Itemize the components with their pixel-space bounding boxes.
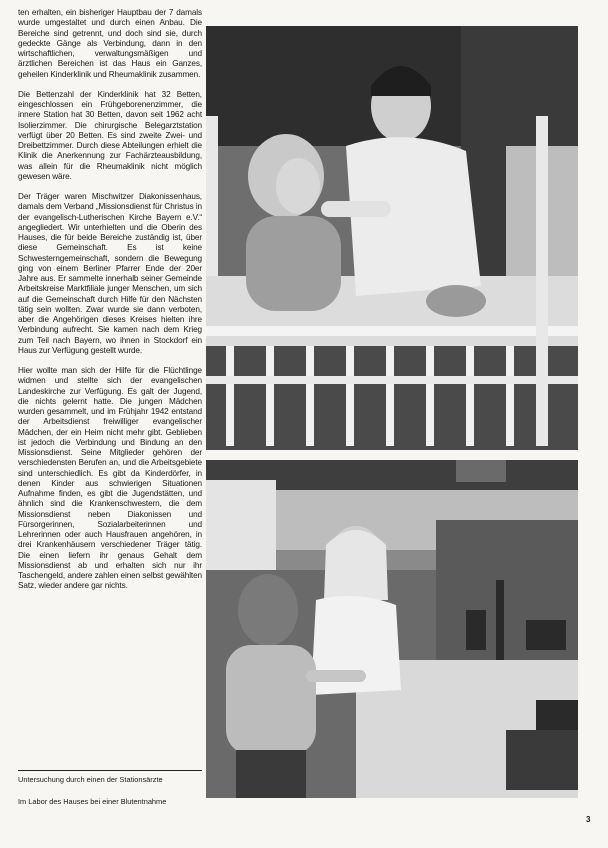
photo-lab-blood-sample-image [206, 460, 578, 798]
article-paragraph: ten erhalten, ein bisheriger Hauptbau der 7 damals wurde umgestaltet und durch einen Anbau. Die Bereiche sind getrennt, und doch sind sie, durch gedeckte Gänge als Verbindung, dann in den wirtschaftlichen, verwaltungsmäßigen und ärztlichen Bereichen ist das Haus ein Ganzes, geheilen Kinderklinik und Rheumaklinik zusammen. [18, 8, 202, 79]
caption-top-photo: Untersuchung durch einen der Stationsärzte [18, 775, 163, 784]
photo-doctor-examination [206, 26, 578, 450]
article-text-column [18, 8, 202, 602]
article-paragraph: Der Träger waren Mischwitzer Diakonissenhaus, damals dem Verband „Missionsdienst für Christus in der evangelisch-Lutherischen Kirche Bayern e.V.“ angegliedert. Wir unterhielten und die Oberin des Hauses, die für beide Bereiche zuständig ist, über diese Gemeinschaft. Es ist keine Schwesterngemeinschaft, sondern die Bewegung ging von einem Berliner Pfarrer Ende der 20er Jahre aus. Er sammelte innerhalb seiner Gemeinde Arbeitskreise Marktfiliale junger Menschen, um sich auf die Gemeinschaft durch Hilfe für den Nächsten tätig sein wollten. Zwar wurde sie dann verboten, aber die Angehörigen dieses Kreises hielten ihre Verbindung aufrecht. Sie kamen nach dem Krieg zum Teil nach Bayern, wo ihnen in Stockdorf ein Haus zur Verfügung gestellt wurde. [18, 192, 202, 355]
photo-lab-blood-sample [206, 460, 578, 798]
caption-bottom-photo: Im Labor des Hauses bei einer Blutentnahme [18, 797, 167, 806]
article-paragraph: Hier wollte man sich der Hilfe für die Flüchtlinge widmen und stellte sich der evangelischen Landeskirche zur Verfügung. Es galt der Jugend, die nichts gelernt hatte. Die jungen Mädchen wurden gesammelt, und im Frühjahr 1942 entstand der Arbeitsdienst freiwilliger evangelischer Mädchen, der ein Heim nicht mehr gibt. Geblieben ist jedoch die Verbindung und Bindung an den Missionsdienst. Seine Mitglieder gehören der verschiedensten Berufen an, und die Arbeitsgebiete sind unterschiedlich. Es gibt da Kinderdörfer, in denen Kinder aus schwierigen Situationen Aufnahme finden, es gibt die Jugendstätten, und ähnlich sind die Krankenschwestern, die dem Missionsdienst neben Diakonissen und Fürsorgerinnen, Sozialarbeiterinnen und Lehrerinnen oder auch Hausfrauen angehören, in drei Krankenhäusern verschiedener Träger tätig. Die einen liefern ihr genaus Gehalt dem Missionsdienst ab und erhalten sich nur ihr Taschengeld, andere zahlen einen selbst gewählten Satz, wieder andere gar nichts. [18, 366, 202, 591]
photo-captions [18, 770, 206, 819]
page-number: 3 [586, 815, 591, 824]
caption-rule [18, 770, 202, 771]
photo-doctor-examination-image [206, 26, 578, 450]
article-paragraph: Die Bettenzahl der Kinderklinik hat 32 Betten, eingeschlossen ein Frühgeborenenzimmer, die innere Station hat 30 Betten, davon seit 1962 acht Isolierzimmer. Die chirurgische Belegarztstation verfügt über 20 Betten. Es sind zweite Zwei- und Dreibettzimmer. Durch diese Abteilungen erhielt die Klinik die Anerkennung zur Fachärzteausbildung, was allein für die Rheumaklinik nicht möglich gewesen wäre. [18, 89, 202, 181]
